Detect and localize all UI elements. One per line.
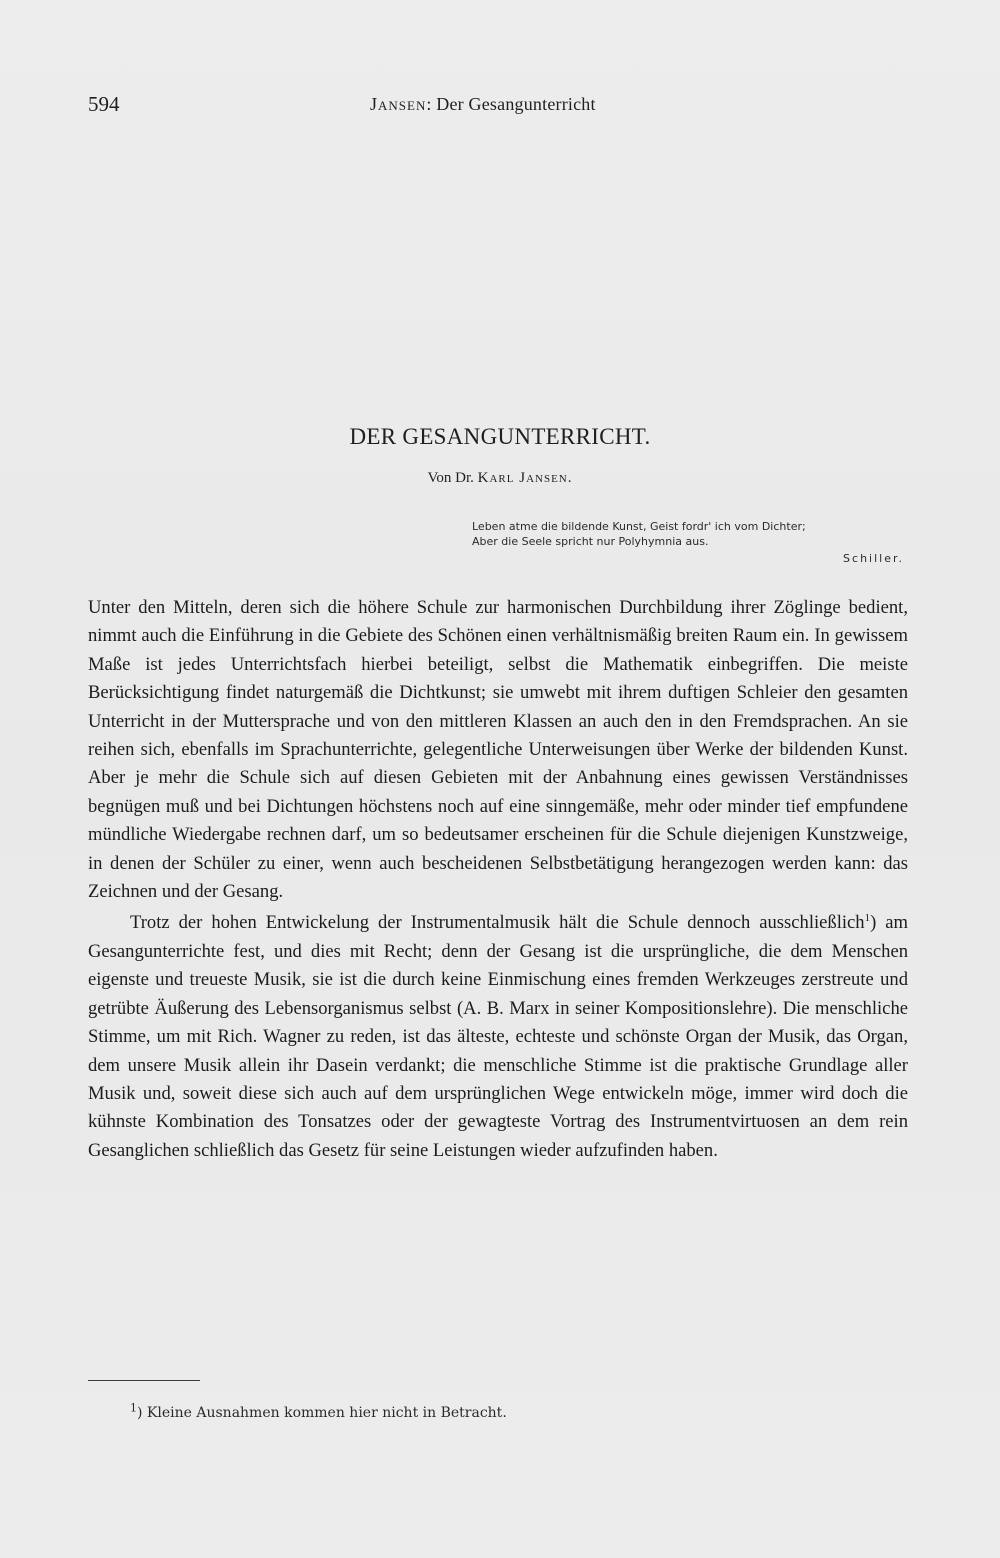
running-head: [88, 92, 908, 122]
byline-author: Karl Jansen.: [477, 470, 573, 486]
epigraph-line: Aber die Seele spricht nur Polyhymnia aus.: [472, 535, 709, 548]
footnote: [130, 1401, 507, 1421]
footnote-reference[interactable]: 1: [864, 912, 871, 925]
footnote-text: ) Kleine Ausnahmen kommen hier nicht in Betracht.: [137, 1405, 507, 1421]
footnote-divider: [88, 1380, 200, 1381]
footnote-marker: 1: [130, 1401, 137, 1415]
running-separator: :: [426, 94, 437, 114]
byline: [0, 470, 1000, 487]
paragraph-text: Trotz der hohen Entwickelung der Instrumentalmusik hält die Schule dennoch ausschließlich: [130, 912, 865, 934]
running-author: Jansen: [370, 94, 427, 114]
running-title: [370, 94, 596, 115]
page-number: 594: [88, 92, 120, 116]
paragraph-text: ) am Gesangunterrichte fest, und dies mit Recht; denn der Gesang ist die ursprüngliche, die dem Menschen eigenste und treueste Musik, sie ist die durch keine Einmischung eines fremden Werkzeuges zerstreute und getrübte Äußerung des Lebensorganismus selbst (A. B. Marx in seiner Kompositionslehre). Die menschliche Stimme, um mit Rich. Wagner zu reden, ist das älteste, echteste und schönste Organ der Musik, das Organ, dem unsere Musik allein ihr Dasein verdankt; die menschliche Stimme ist die praktische Grundlage aller Musik und, soweit diese sich auch auf dem ursprünglichen Wege entwickeln möge, immer wird doch die kühnste Kombination des Tonsatzes oder der gewagteste Vortrag des Instrumentvirtuosen an dem rein Gesanglichen schließlich das Gesetz für seine Leistungen wieder aufzufinden haben.: [88, 912, 908, 1161]
running-article-title: Der Gesangunterricht: [436, 94, 596, 114]
byline-prefix: Von Dr.: [427, 470, 478, 486]
article-title: DER GESANGUNTERRICHT.: [349, 424, 651, 449]
epigraph: [472, 519, 912, 566]
epigraph-line: Leben atme die bildende Kunst, Geist fordr' ich vom Dichter;: [472, 520, 806, 533]
paragraph: [88, 909, 908, 1165]
epigraph-author: Schiller.: [843, 552, 904, 565]
body-text: [88, 594, 908, 1165]
paragraph: Unter den Mitteln, deren sich die höhere Schule zur harmonischen Durchbildung ihrer Zöglinge bedient, nimmt auch die Einführung in die Gebiete des Schönen einen verhältnismäßig breiten Raum ein. In gewissem Maße ist jedes Unterrichtsfach hierbei beteiligt, selbst die Mathematik einbegriffen. Die meiste Berücksichtigung findet naturgemäß die Dichtkunst; sie umwebt mit ihrem duftigen Schleier den gesamten Unterricht in der Muttersprache und von den mittleren Klassen an auch den in den Fremdsprachen. An sie reihen sich, ebenfalls im Sprachunterrichte, gelegentliche Unterweisungen über Werke der bildenden Kunst. Aber je mehr die Schule sich auf diesen Gebieten mit der Anbahnung eines gewissen Verständnisses begnügen muß und bei Dichtungen höchstens noch auf eine sinngemäße, mehr oder minder tief empfundene mündliche Wiedergabe rechnen darf, um so bedeutsamer erscheinen für die Schule diejenigen Kunstzweige, in denen der Schüler zu einer, wenn auch bescheidenen Selbstbetätigung herangezogen werden kann: das Zeichnen und der Gesang.: [88, 597, 908, 903]
